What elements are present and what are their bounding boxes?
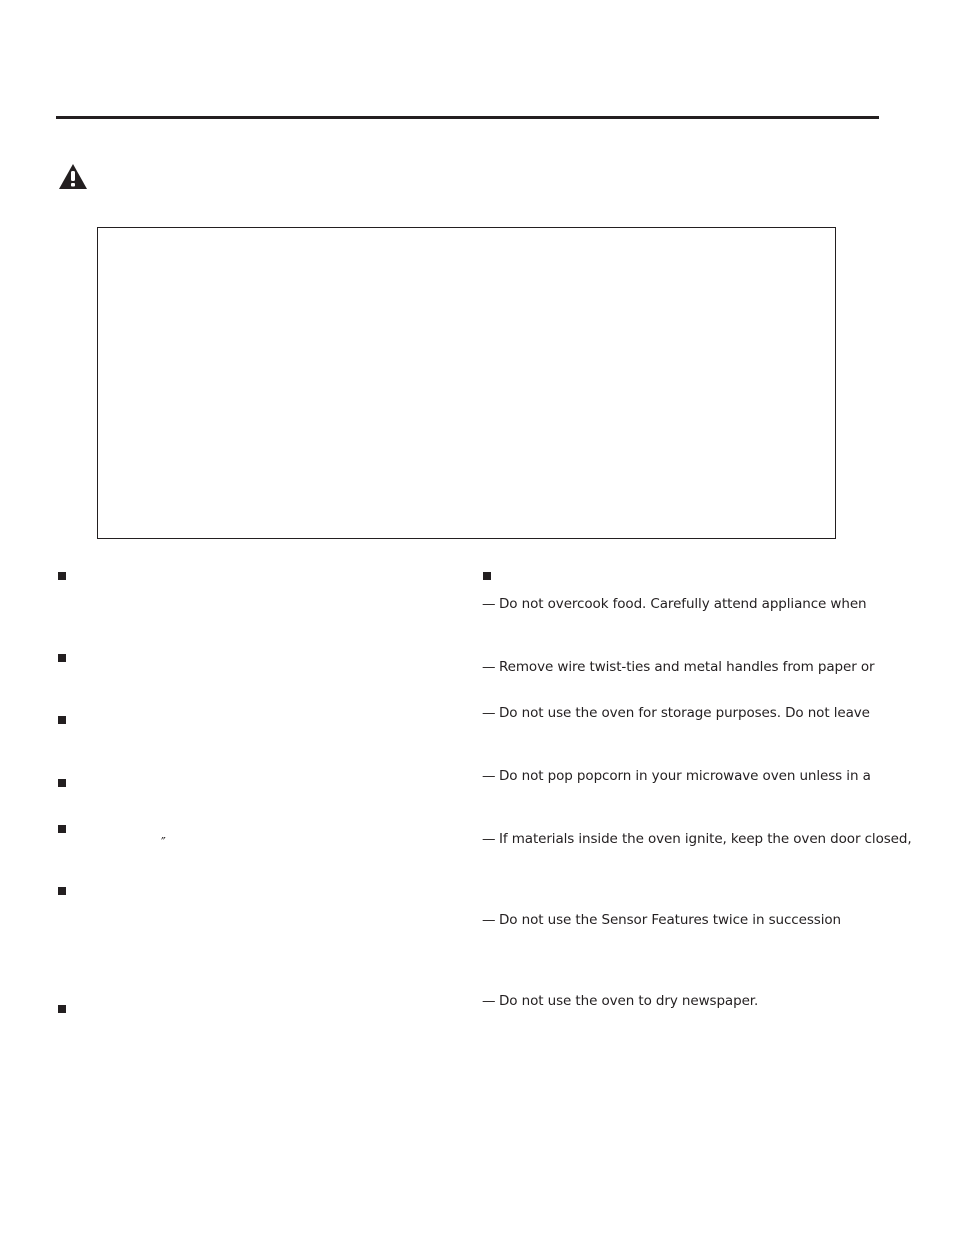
square-bullet-icon bbox=[58, 887, 66, 895]
dash-mark: — bbox=[482, 705, 496, 721]
list-item bbox=[482, 704, 870, 722]
list-item-text: Do not use the oven for storage purposes. Do not leave bbox=[499, 705, 870, 721]
square-bullet-icon bbox=[58, 825, 66, 833]
dash-mark: — bbox=[482, 659, 496, 675]
list-item-text: Do not overcook food. Carefully attend appliance when bbox=[499, 596, 867, 612]
list-item-text: Remove wire twist-ties and metal handles from paper or bbox=[499, 659, 875, 675]
list-item-text: Do not use the Sensor Features twice in succession bbox=[499, 912, 841, 928]
list-item bbox=[482, 658, 874, 676]
list-item-text: Do not use the oven to dry newspaper. bbox=[499, 993, 759, 1009]
stray-quote-mark: ″ bbox=[161, 836, 166, 851]
list-item bbox=[482, 767, 871, 785]
dash-mark: — bbox=[482, 768, 496, 784]
dash-mark: — bbox=[482, 993, 496, 1009]
square-bullet-icon bbox=[58, 1005, 66, 1013]
list-item-text: Do not pop popcorn in your microwave oven unless in a bbox=[499, 768, 871, 784]
square-bullet-icon bbox=[483, 572, 491, 580]
square-bullet-icon bbox=[58, 572, 66, 580]
list-item bbox=[482, 992, 758, 1010]
list-item bbox=[482, 595, 866, 613]
square-bullet-icon bbox=[58, 779, 66, 787]
list-item bbox=[482, 911, 841, 929]
dash-mark: — bbox=[482, 912, 496, 928]
warning-triangle-icon bbox=[58, 163, 88, 190]
header-rule bbox=[56, 116, 879, 119]
list-item-text: If materials inside the oven ignite, keep the oven door closed, bbox=[499, 831, 912, 847]
square-bullet-icon bbox=[58, 716, 66, 724]
dash-mark: — bbox=[482, 596, 496, 612]
dash-mark: — bbox=[482, 831, 496, 847]
warning-box bbox=[97, 227, 836, 539]
square-bullet-icon bbox=[58, 654, 66, 662]
list-item bbox=[482, 830, 912, 848]
